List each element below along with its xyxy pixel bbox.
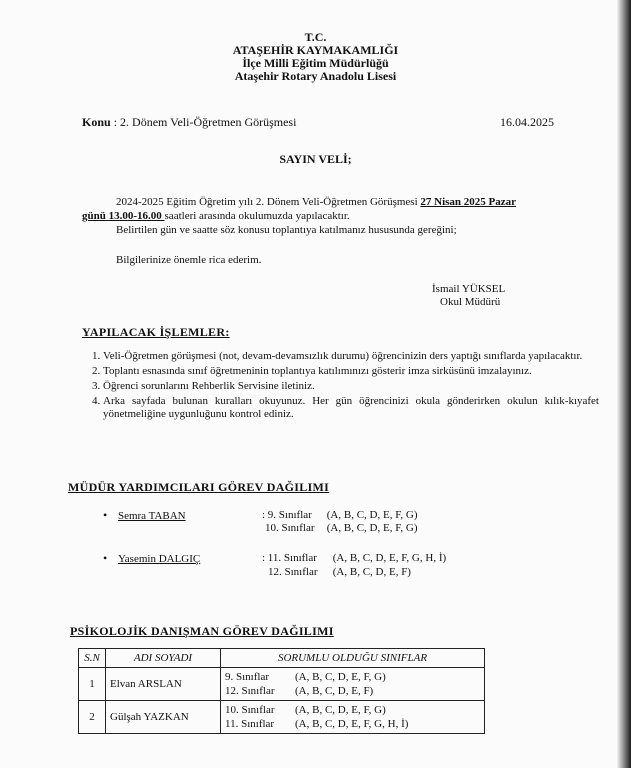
task-item: 3. Öğrenci sorunlarını Rehberlik Servisine iletiniz. <box>103 380 599 393</box>
header-mudurluk: İlçe Milli Eğitim Müdürlüğü <box>242 56 389 70</box>
vice-person-2-row-1 <box>262 552 446 565</box>
p1-end: saatleri arasında okulumuzda yapılacaktır. <box>164 210 350 222</box>
header-tc: T.C. <box>304 30 327 44</box>
class-list: (A, B, C, D, E, F, G) <box>295 704 386 716</box>
vice-class-list: (A, B, C, D, E, F, G) <box>326 522 418 534</box>
vice-person-1-row-2 <box>265 522 418 535</box>
class-label: 10. Sınıflar <box>225 704 275 716</box>
vice-class-list: (A, B, C, D, E, F) <box>332 566 411 578</box>
body-paragraph-3: Bilgilerinize önemle rica ederim. <box>116 254 262 266</box>
task-item: 4. Arka sayfada bulunan kuralları okuyunuz. Her gün öğrencinizi okula gönderirken okulun kılık-kıyafet yönetmeliğine uygunluğunu kontrol ediniz. <box>103 395 599 421</box>
vice-class-label: : 11. Sınıflar <box>262 552 317 564</box>
counselor-name: Gülşah YAZKAN <box>106 701 221 734</box>
tasks-heading: YAPILACAK İŞLEMLER: <box>82 325 230 339</box>
class-list: (A, B, C, D, E, F, G, H, İ) <box>295 718 409 730</box>
row-number: 1 <box>79 668 106 701</box>
vice-person-2-row-2 <box>268 566 411 579</box>
signature-title: Okul Müdürü <box>440 296 501 308</box>
header-school: Ataşehir Rotary Anadolu Lisesi <box>234 69 397 83</box>
vice-class-label: 10. Sınıflar <box>265 522 315 534</box>
body-paragraph-1-line2 <box>82 210 350 223</box>
row-number: 2 <box>79 701 106 734</box>
psy-table <box>78 648 485 734</box>
column-header: ADI SOYADI <box>106 649 221 668</box>
vice-class-list: (A, B, C, D, E, F, G, H, İ) <box>332 552 447 564</box>
vice-person-name: Semra TABAN <box>117 510 186 522</box>
signature-name: İsmail YÜKSEL <box>432 283 506 295</box>
tasks-list <box>89 350 599 423</box>
header-kaymakamlik: ATAŞEHİR KAYMAKAMLIĞI <box>232 43 399 57</box>
p1-start: 2024-2025 Eğitim Öğretim yılı 2. Dönem Veli-Öğretmen Görüşmesi <box>116 196 421 208</box>
vice-person-1-row-1 <box>262 509 418 522</box>
column-header: S.N <box>79 649 106 668</box>
body-paragraph-2: Belirtilen gün ve saatte söz konusu toplantıya katılmanız hususunda gereğini; <box>116 224 457 236</box>
subject-label: Konu <box>82 115 111 129</box>
vice-class-label: : 9. Sınıflar <box>262 509 312 521</box>
class-label: 12. Sınıflar <box>225 685 275 697</box>
class-cell <box>221 701 485 734</box>
vice-person-name: Yasemin DALGIÇ <box>117 553 201 565</box>
psy-heading: PSİKOLOJİK DANIŞMAN GÖREV DAĞILIMI <box>70 624 334 638</box>
page-edge-shadow <box>617 0 631 768</box>
subject-text: : 2. Dönem Veli-Öğretmen Görüşmesi <box>113 115 297 129</box>
table-row <box>79 701 485 734</box>
column-header: SORUMLU OLDUĞU SINIFLAR <box>221 649 485 668</box>
body-paragraph-1 <box>82 196 585 209</box>
vice-heading: MÜDÜR YARDIMCILARI GÖREV DAĞILIMI <box>68 480 330 494</box>
subject-line <box>82 115 296 129</box>
bullet-icon: • <box>103 551 108 565</box>
class-cell <box>221 668 485 701</box>
p1-time: günü 13.00-16.00 <box>82 210 165 222</box>
vice-class-list: (A, B, C, D, E, F, G) <box>326 509 418 521</box>
task-item: 2. Toplantı esnasında sınıf öğretmeninin toplantıya katılımınızı gösterir imza sirküsünü imzalayınız. <box>103 365 599 378</box>
vice-person-2 <box>103 552 260 566</box>
task-item: 1. Veli-Öğretmen görüşmesi (not, devam-devamsızlık durumu) öğrencinizin ders yaptığı sınıflarda yapılacaktır. <box>103 350 599 363</box>
vice-person-1 <box>103 509 260 523</box>
salutation: SAYIN VELİ; <box>279 152 352 166</box>
table-row <box>79 668 485 701</box>
table-header-row <box>79 649 485 668</box>
counselor-name: Elvan ARSLAN <box>106 668 221 701</box>
p1-date: 27 Nisan 2025 Pazar <box>420 196 517 208</box>
vice-class-label: 12. Sınıflar <box>268 566 318 578</box>
bullet-icon: • <box>103 508 108 522</box>
class-label: 9. Sınıflar <box>225 671 269 683</box>
class-list: (A, B, C, D, E, F, G) <box>295 671 386 683</box>
class-list: (A, B, C, D, E, F) <box>295 685 374 697</box>
document-date: 16.04.2025 <box>500 115 554 129</box>
class-label: 11. Sınıflar <box>225 718 275 730</box>
